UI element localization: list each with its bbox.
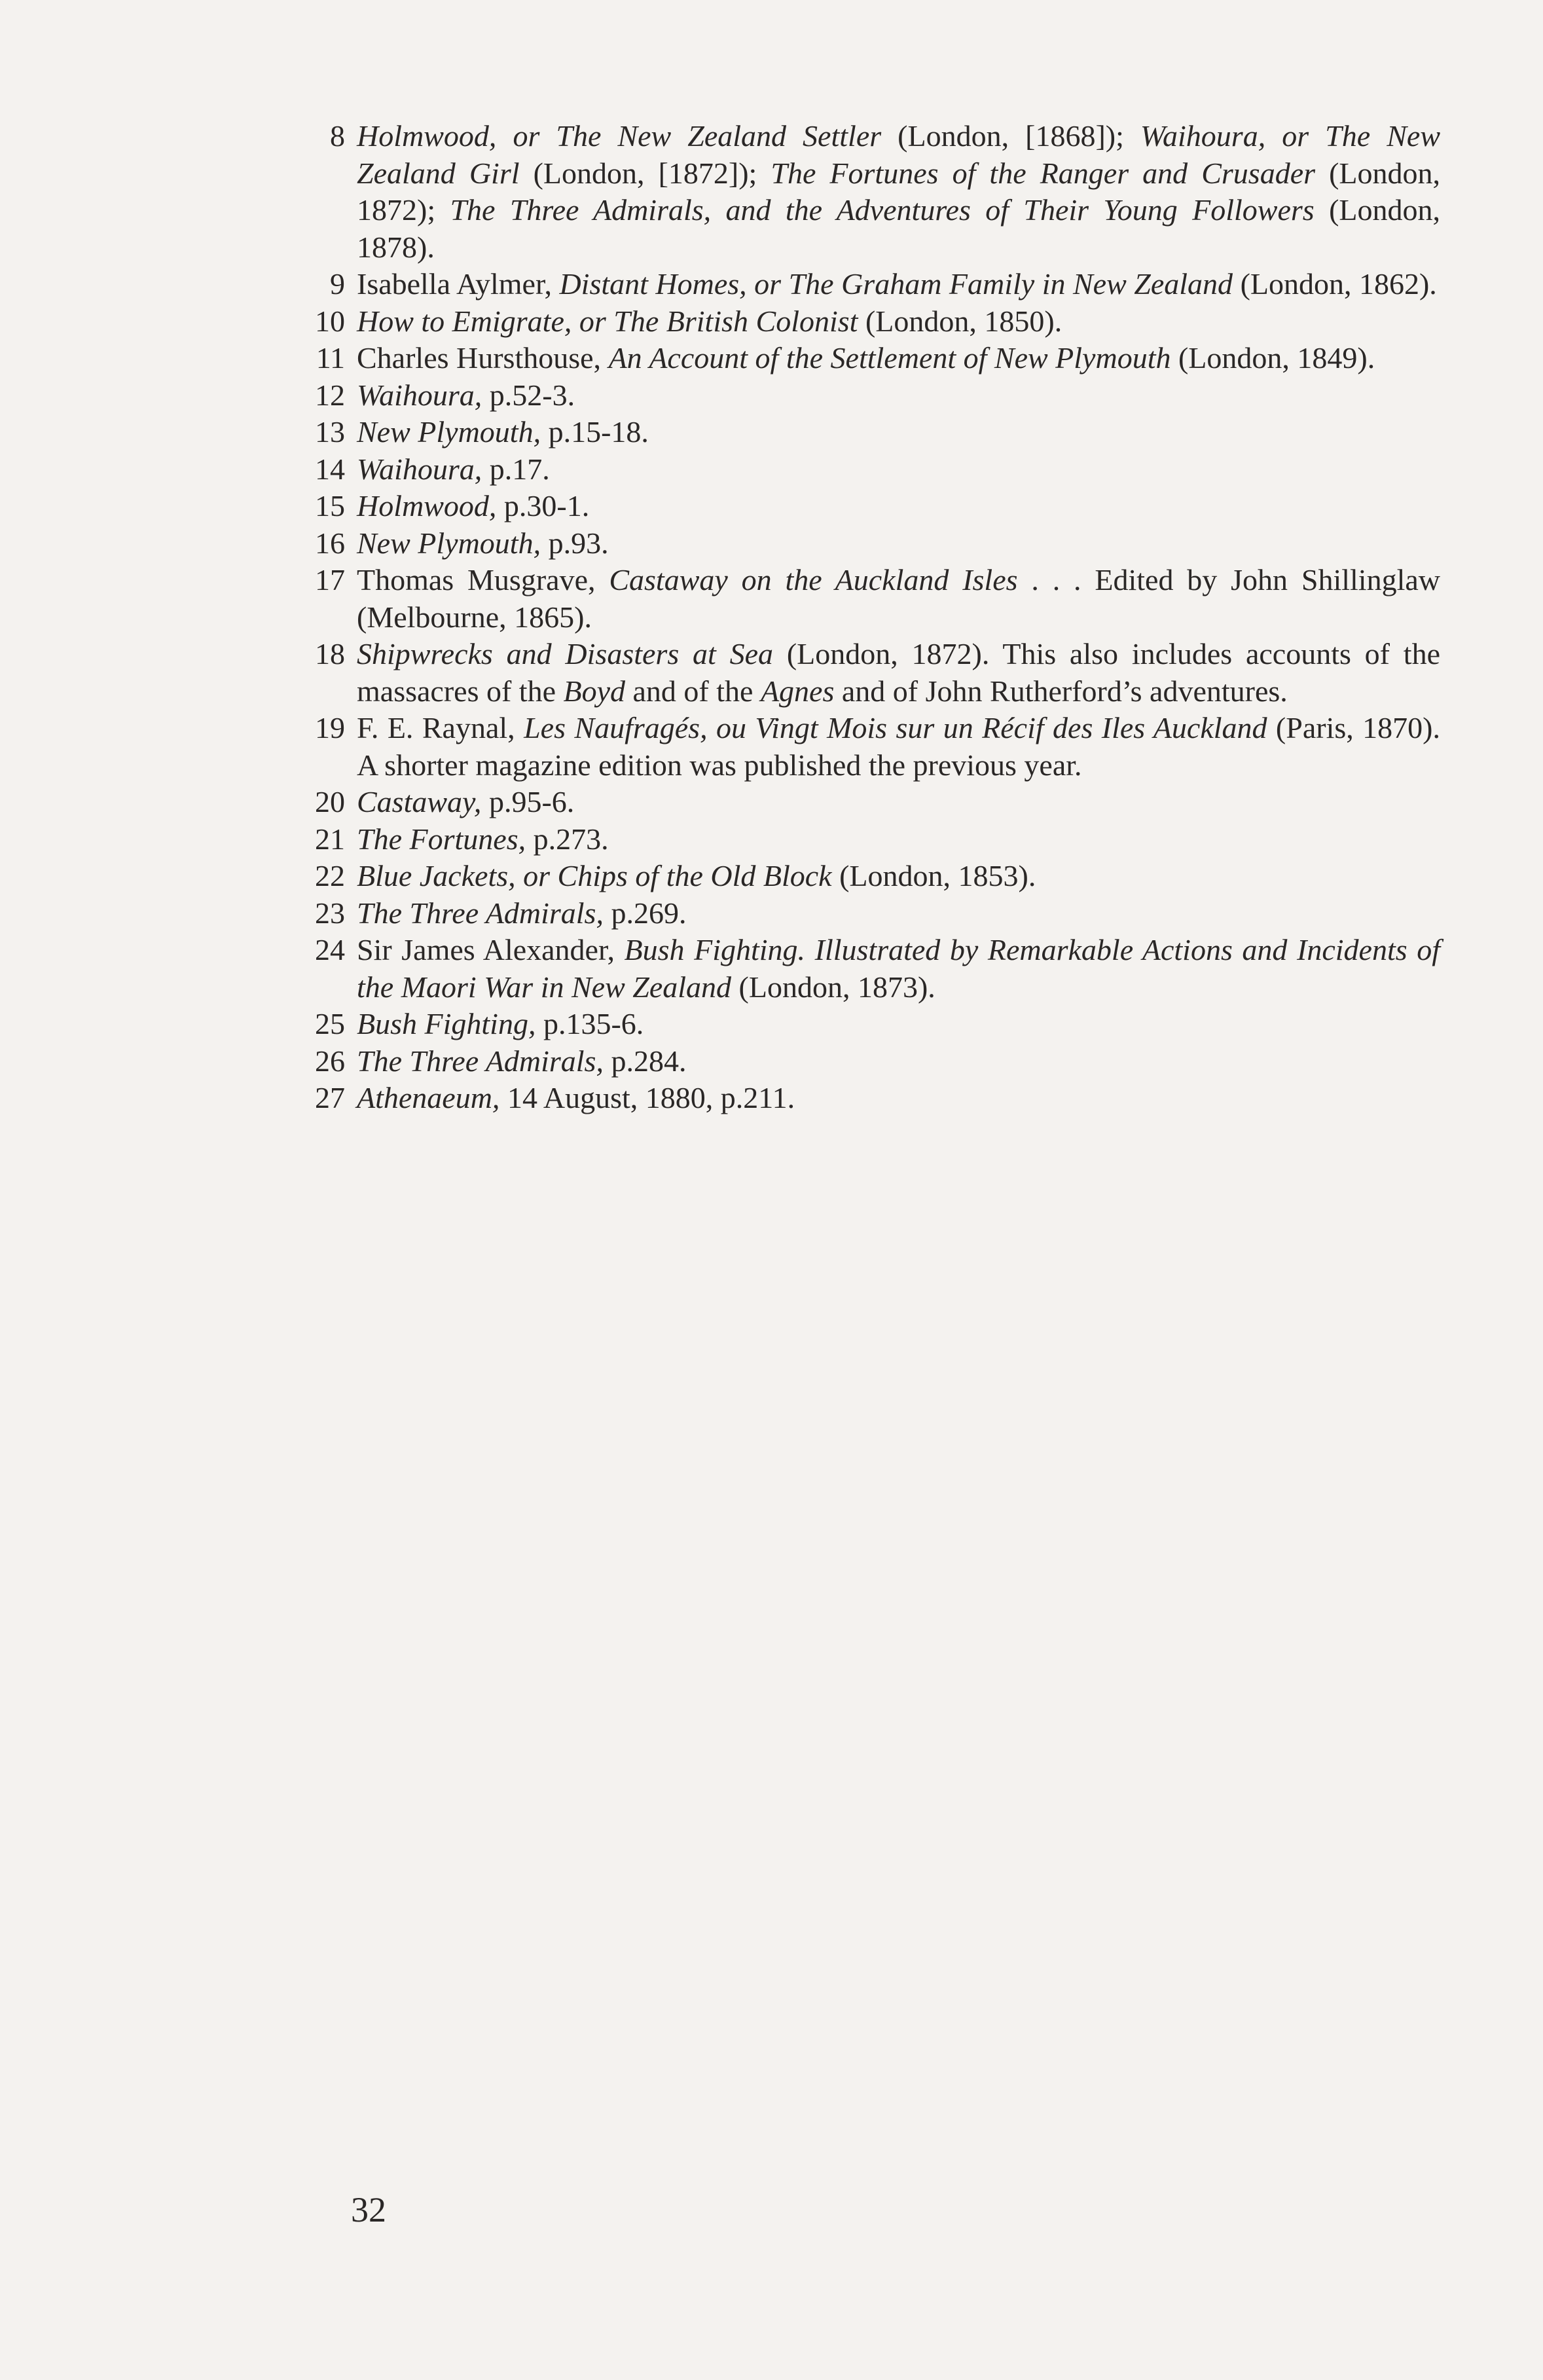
endnote-title: The Three Admirals, and the Adventures of Their Young Followers xyxy=(450,193,1315,227)
endnote-text xyxy=(357,858,1440,895)
endnote-number: 19 xyxy=(315,711,345,744)
endnote-title: How to Emigrate, or The British Colonist xyxy=(357,304,858,338)
endnote-16 xyxy=(301,525,1440,562)
endnote-title: Agnes xyxy=(760,674,835,708)
endnote-segment: Isabella Aylmer, xyxy=(357,267,560,301)
endnote-text xyxy=(357,821,1440,858)
endnote-number: 24 xyxy=(315,933,345,966)
endnote-number: 26 xyxy=(315,1044,345,1078)
endnote-text xyxy=(357,895,1440,932)
endnote-number: 8 xyxy=(330,119,345,153)
endnote-number: 9 xyxy=(330,267,345,301)
endnote-text xyxy=(357,636,1440,710)
endnote-segment: p.269. xyxy=(603,896,687,930)
endnote-text xyxy=(357,1006,1440,1043)
endnote-text xyxy=(357,932,1440,1006)
endnote-number: 23 xyxy=(315,896,345,930)
endnote-segment: p.30-1. xyxy=(496,489,590,522)
endnote-number: 25 xyxy=(315,1007,345,1040)
endnote-number: 11 xyxy=(316,341,345,375)
endnote-segment: (London, 1872). This also includes accounts of the massacres of the xyxy=(357,637,1440,708)
endnote-title: Bush Fighting. Illustrated by Remarkable Actions and Incidents of the Maori War in New Zealand xyxy=(357,933,1440,1004)
endnote-20 xyxy=(301,784,1440,821)
page-number: 32 xyxy=(351,2190,386,2229)
endnote-segment: (London, 1862). xyxy=(1233,267,1437,301)
endnote-number: 17 xyxy=(315,563,345,596)
endnotes-list xyxy=(301,118,1440,1117)
endnote-24 xyxy=(301,932,1440,1006)
endnote-number: 18 xyxy=(315,637,345,670)
endnote-segment: p.15-18. xyxy=(541,415,649,449)
endnote-segment: (London, 1878). xyxy=(357,193,1441,264)
endnote-15 xyxy=(301,488,1440,525)
endnote-segment: 14 August, 1880, p.211. xyxy=(499,1081,795,1114)
endnote-title: Castaway, xyxy=(357,785,482,818)
endnote-number: 12 xyxy=(315,378,345,412)
endnote-segment: (London, [1872]); xyxy=(519,156,771,190)
endnote-text xyxy=(357,266,1440,303)
endnote-text xyxy=(357,784,1440,821)
endnote-segment: and of John Rutherford’s adventures. xyxy=(834,674,1288,708)
endnote-title: The Three Admirals, xyxy=(357,896,604,930)
endnote-title: Distant Homes, or The Graham Family in New Zealand xyxy=(559,267,1233,301)
endnote-text xyxy=(357,340,1440,377)
endnote-segment: Charles Hursthouse, xyxy=(357,341,609,375)
endnote-14 xyxy=(301,451,1440,488)
endnote-segment: p.284. xyxy=(603,1044,687,1078)
endnote-text xyxy=(357,1043,1440,1080)
endnote-text xyxy=(357,710,1440,784)
endnote-segment: . . . Edited by John Shillinglaw (Melbourne, 1865). xyxy=(357,563,1441,634)
endnote-9 xyxy=(301,266,1440,303)
endnote-10 xyxy=(301,303,1440,340)
endnote-number: 14 xyxy=(315,452,345,486)
endnote-text xyxy=(357,118,1440,266)
endnote-23 xyxy=(301,895,1440,932)
endnote-text xyxy=(357,377,1440,414)
endnote-title: Shipwrecks and Disasters at Sea xyxy=(357,637,774,670)
endnote-title: An Account of the Settlement of New Plymouth xyxy=(608,341,1171,375)
endnote-text xyxy=(357,451,1440,488)
endnote-title: Athenaeum, xyxy=(357,1081,500,1114)
endnote-title: The Fortunes, xyxy=(357,822,526,856)
endnote-segment: Thomas Musgrave, xyxy=(357,563,609,596)
endnote-27 xyxy=(301,1080,1440,1117)
endnote-segment: (London, 1873). xyxy=(731,970,935,1004)
endnote-segment: Sir James Alexander, xyxy=(357,933,625,966)
endnote-19 xyxy=(301,710,1440,784)
endnote-title: New Plymouth, xyxy=(357,526,541,560)
endnote-segment: p.95-6. xyxy=(481,785,575,818)
endnote-title: Les Naufragés, ou Vingt Mois sur un Récif des Iles Auckland xyxy=(524,711,1267,744)
endnote-title: New Plymouth, xyxy=(357,415,541,449)
endnote-title: Boyd xyxy=(563,674,626,708)
endnote-text xyxy=(357,303,1440,340)
endnote-title: Blue Jackets, or Chips of the Old Block xyxy=(357,859,832,892)
endnote-number: 20 xyxy=(315,785,345,818)
endnote-segment: p.17. xyxy=(482,452,550,486)
endnote-18 xyxy=(301,636,1440,710)
endnote-segment: p.52-3. xyxy=(482,378,575,412)
endnote-8 xyxy=(301,118,1440,266)
endnote-title: Waihoura, or The New Zealand Girl xyxy=(357,119,1440,190)
endnote-21 xyxy=(301,821,1440,858)
endnote-segment: (London, [1868]); xyxy=(881,119,1140,153)
endnote-title: Waihoura, xyxy=(357,452,482,486)
endnote-text xyxy=(357,488,1440,525)
endnote-segment: (London, 1853). xyxy=(831,859,1036,892)
endnote-26 xyxy=(301,1043,1440,1080)
endnote-number: 27 xyxy=(315,1081,345,1114)
endnote-title: Bush Fighting, xyxy=(357,1007,536,1040)
endnote-17 xyxy=(301,562,1440,636)
endnote-segment: F. E. Raynal, xyxy=(357,711,524,744)
endnote-title: Holmwood, or The New Zealand Settler xyxy=(357,119,882,153)
endnote-number: 22 xyxy=(315,859,345,892)
endnote-text xyxy=(357,414,1440,451)
endnote-segment: and of the xyxy=(625,674,761,708)
endnote-title: Castaway on the Auckland Isles xyxy=(609,563,1018,596)
endnote-segment: p.135-6. xyxy=(536,1007,644,1040)
endnote-12 xyxy=(301,377,1440,414)
endnote-segment: p.93. xyxy=(541,526,609,560)
endnote-text xyxy=(357,562,1440,636)
endnote-number: 10 xyxy=(315,304,345,338)
endnote-title: Waihoura, xyxy=(357,378,482,412)
endnote-segment: (Paris, 1870). A shorter magazine edition was published the previous year. xyxy=(357,711,1440,782)
endnote-text xyxy=(357,1080,1440,1117)
endnote-title: Holmwood, xyxy=(357,489,497,522)
endnote-segment: p.273. xyxy=(526,822,609,856)
endnote-22 xyxy=(301,858,1440,895)
endnote-11 xyxy=(301,340,1440,377)
endnote-number: 16 xyxy=(315,526,345,560)
endnote-number: 13 xyxy=(315,415,345,449)
endnote-segment: (London, 1850). xyxy=(858,304,1062,338)
endnote-title: The Three Admirals, xyxy=(357,1044,604,1078)
endnote-title: The Fortunes of the Ranger and Crusader xyxy=(771,156,1316,190)
endnote-number: 15 xyxy=(315,489,345,522)
endnote-25 xyxy=(301,1006,1440,1043)
endnote-segment: (London, 1872); xyxy=(357,156,1441,227)
endnote-segment: (London, 1849). xyxy=(1171,341,1375,375)
endnote-13 xyxy=(301,414,1440,451)
endnote-text xyxy=(357,525,1440,562)
endnote-number: 21 xyxy=(315,822,345,856)
